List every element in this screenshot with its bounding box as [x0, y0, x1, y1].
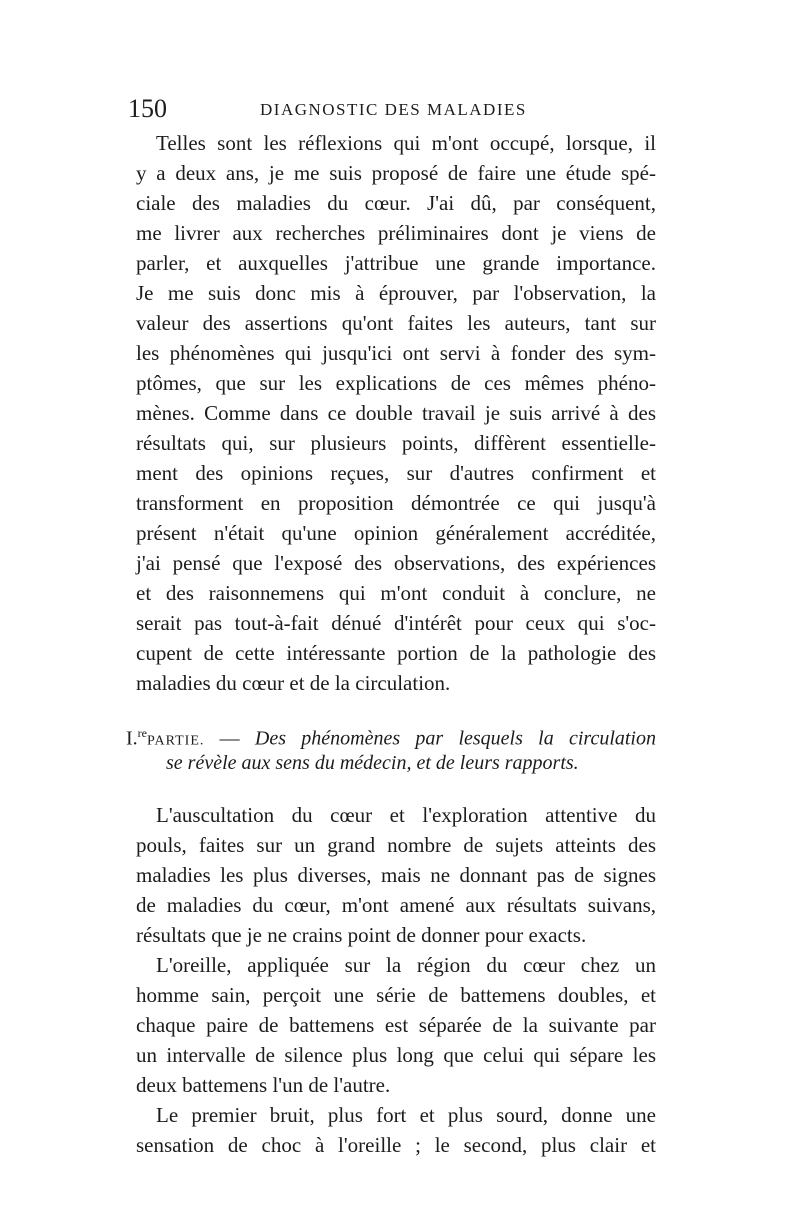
text-line: parler, et auxquelles j'attribue une grande importance. [136, 251, 656, 275]
text-line: cupent de cette intéressante portion de la pathologie des [136, 641, 656, 665]
text-line: me livrer aux recherches préliminaires dont je viens de [136, 221, 656, 245]
part-label: PARTIE. [147, 733, 205, 749]
text-line: mènes. Comme dans ce double travail je suis arrivé à des [136, 401, 656, 425]
page-number: 150 [128, 94, 167, 123]
text-line: présent n'était qu'une opinion généralement accréditée, [136, 521, 656, 545]
text-line: les phénomènes qui jusqu'ici ont servi à fonder des sym- [136, 341, 656, 365]
text-line: résultats qui, sur plusieurs points, diffèrent essentielle- [136, 431, 656, 455]
section-heading-line-1 [126, 718, 656, 748]
text-line: ment des opinions reçues, sur d'autres confirment et [136, 461, 656, 485]
text-line: ciale des maladies du cœur. J'ai dû, par conséquent, [136, 191, 656, 215]
text-line: chaque paire de battemens est séparée de la suivante par [136, 1013, 656, 1037]
page-header [128, 94, 658, 124]
text-line: y a deux ans, je me suis proposé de faire une étude spé- [136, 161, 656, 185]
text-line: de maladies du cœur, m'ont amené aux résultats suivans, [136, 893, 656, 917]
text-line: et des raisonnemens qui m'ont conduit à conclure, ne [136, 581, 656, 605]
text-line: ptômes, que sur les explications de ces mêmes phéno- [136, 371, 656, 395]
text-line: valeur des assertions qu'ont faites les auteurs, tant sur [136, 311, 656, 335]
text-line: maladies du cœur et de la circulation. [136, 671, 451, 695]
text-line: un intervalle de silence plus long que celui qui sépare les [136, 1043, 656, 1067]
text-line: j'ai pensé que l'exposé des observations, des expériences [136, 551, 656, 575]
section-title-part-1: Des phénomènes par lesquels la circulation [254, 727, 656, 750]
text-line: Telles sont les réflexions qui m'ont occupé, lorsque, il [156, 131, 656, 155]
text-line: deux battemens l'un de l'autre. [136, 1073, 391, 1097]
text-line: sensation de choc à l'oreille ; le second, plus clair et [136, 1133, 656, 1157]
text-line: résultats que je ne crains point de donner pour exacts. [136, 923, 587, 947]
text-line: homme sain, perçoit une série de battemens doubles, et [136, 983, 656, 1007]
text-line: maladies les plus diverses, mais ne donnant pas de signes [136, 863, 656, 887]
part-number-superscript: re [137, 726, 147, 740]
section-title-part-2: se révèle aux sens du médecin, et de leurs rapports. [166, 752, 579, 774]
running-head: DIAGNOSTIC DES MALADIES [260, 100, 527, 119]
text-line: L'auscultation du cœur et l'exploration attentive du [156, 803, 656, 827]
text-line: pouls, faites sur un grand nombre de sujets atteints des [136, 833, 656, 857]
text-line: Le premier bruit, plus fort et plus sourd, donne une [156, 1103, 656, 1127]
part-number: I. [126, 727, 138, 750]
text-line: Je me suis donc mis à éprouver, par l'observation, la [136, 281, 656, 305]
part-dash: — [204, 727, 255, 750]
text-line: L'oreille, appliquée sur la région du cœur chez un [156, 953, 656, 977]
text-line: serait pas tout-à-fait dénué d'intérêt pour ceux qui s'oc- [136, 611, 656, 635]
text-line: transforment en proposition démontrée ce qui jusqu'à [136, 491, 656, 515]
